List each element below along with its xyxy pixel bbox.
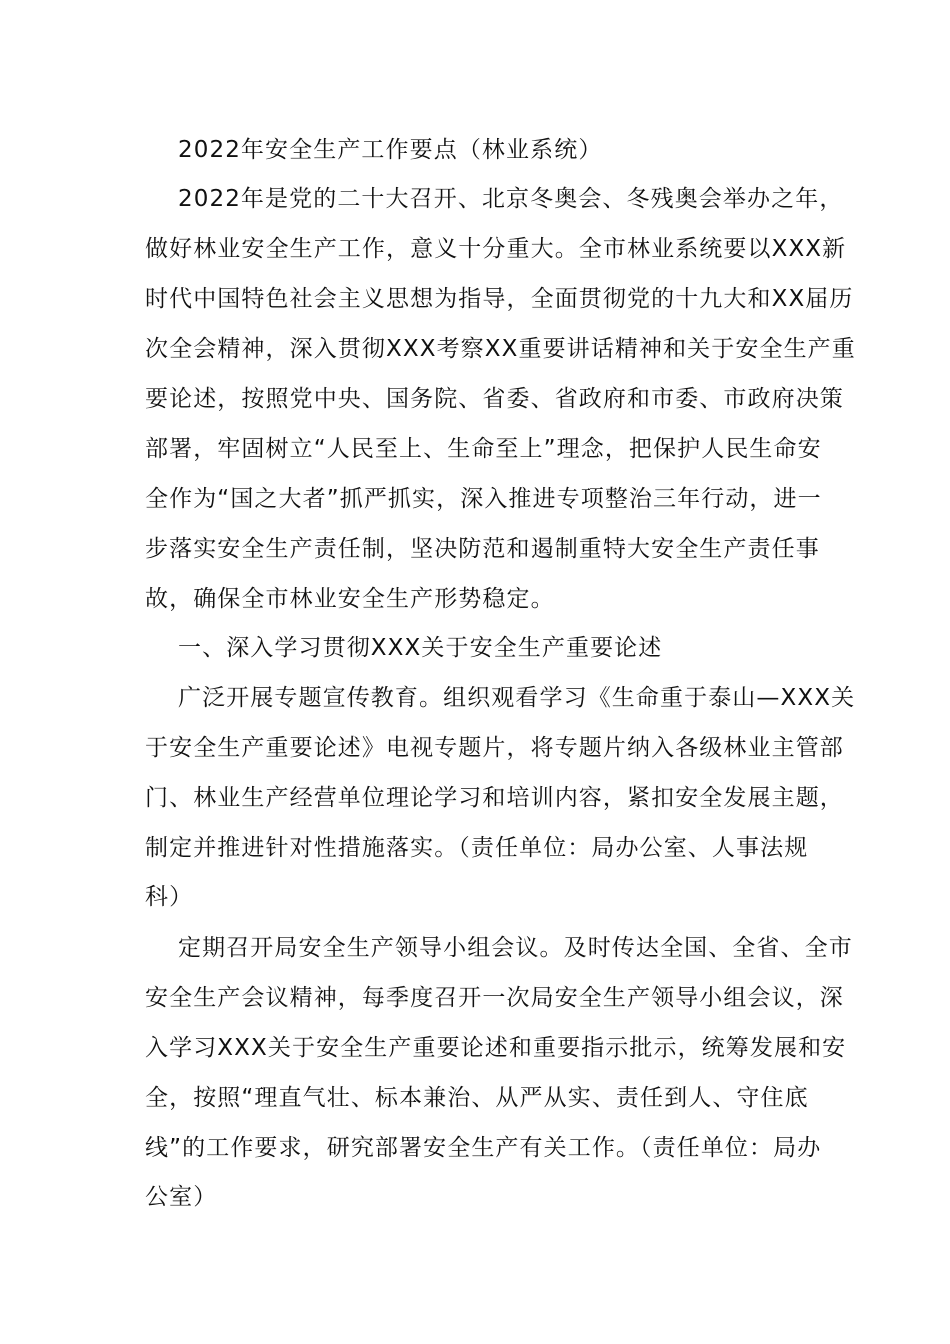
paragraph-line: 要论述，按照党中央、国务院、省委、省政府和市委、市政府决策 xyxy=(145,386,844,412)
paragraph-line: 2022年是党的二十大召开、北京冬奥会、冬残奥会举办之年， xyxy=(178,186,844,212)
paragraph-line: 门、林业生产经营单位理论学习和培训内容，紧扣安全发展主题， xyxy=(145,785,844,811)
paragraph-line: 次全会精神，深入贯彻XXX考察XX重要讲话精神和关于安全生产重 xyxy=(145,336,856,362)
paragraph-line: 安全生产会议精神，每季度召开一次局安全生产领导小组会议，深 xyxy=(145,985,844,1011)
document-title: 2022年安全生产工作要点（林业系统） xyxy=(178,137,603,163)
paragraph-line: 全，按照“理直气壮、标本兼治、从严从实、责任到人、守住底 xyxy=(145,1085,809,1111)
section-heading: 一、深入学习贯彻XXX关于安全生产重要论述 xyxy=(178,635,663,661)
paragraph-line: 步落实安全生产责任制，坚决防范和遏制重特大安全生产责任事 xyxy=(145,536,820,562)
paragraph-line: 于安全生产重要论述》电视专题片，将专题片纳入各级林业主管部 xyxy=(145,735,844,761)
paragraph-line: 线”的工作要求，研究部署安全生产有关工作。（责任单位：局办 xyxy=(145,1135,822,1161)
paragraph-line: 入学习XXX关于安全生产重要论述和重要指示批示，统筹发展和安 xyxy=(145,1035,847,1061)
paragraph-line: 做好林业安全生产工作，意义十分重大。全市林业系统要以XXX新 xyxy=(145,236,847,262)
paragraph-line: 故，确保全市林业安全生产形势稳定。 xyxy=(145,586,555,612)
paragraph-line: 科） xyxy=(145,884,194,910)
paragraph-line: 全作为“国之大者”抓严抓实，深入推进专项整治三年行动，进一 xyxy=(145,486,822,512)
paragraph-line: 公室） xyxy=(145,1184,218,1210)
paragraph-line: 定期召开局安全生产领导小组会议。及时传达全国、全省、全市 xyxy=(178,935,853,961)
paragraph-line: 时代中国特色社会主义思想为指导，全面贯彻党的十九大和XX届历 xyxy=(145,286,854,312)
paragraph-line: 部署，牢固树立“人民至上、生命至上”理念，把保护人民生命安 xyxy=(145,436,822,462)
paragraph-line: 制定并推进针对性措施落实。（责任单位：局办公室、人事法规 xyxy=(145,835,809,861)
paragraph-line: 广泛开展专题宣传教育。组织观看学习《生命重于泰山—XXX关 xyxy=(178,685,856,711)
